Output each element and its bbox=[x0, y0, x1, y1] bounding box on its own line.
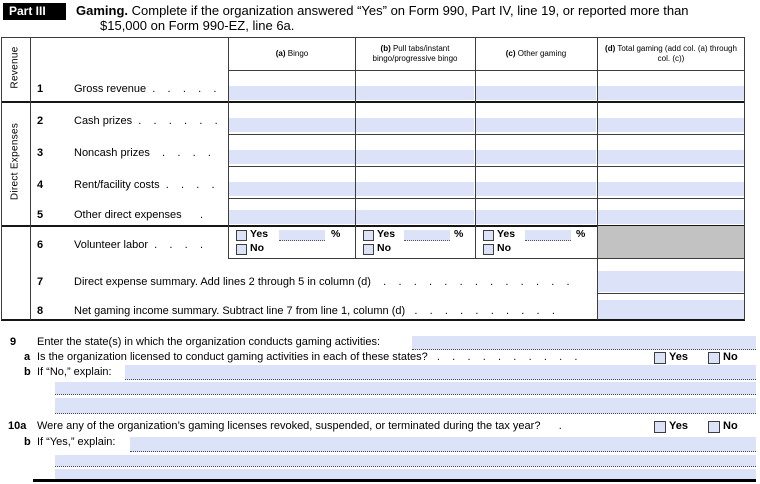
row-8-number: 8 bbox=[37, 305, 44, 317]
licensed-question-label: Is the organization licensed to conduct gaming activities in each of these states? . . . . . . . . . . bbox=[37, 351, 578, 363]
volunteer-yes-label-other: Yes bbox=[497, 228, 516, 240]
gross-revenue-total-field[interactable] bbox=[598, 86, 744, 100]
table-border bbox=[355, 37, 356, 258]
volunteer-percent-field-other[interactable] bbox=[525, 230, 571, 241]
row-3-number: 3 bbox=[37, 147, 44, 159]
noncash-prizes-other-field[interactable] bbox=[476, 150, 596, 164]
rent-facility-pulltabs-field[interactable] bbox=[356, 182, 474, 196]
row-4-number: 4 bbox=[37, 179, 44, 191]
section-title-line2: $15,000 on Form 990-EZ, line 6a. bbox=[100, 18, 295, 33]
revoked-yes-label: Yes bbox=[669, 420, 688, 432]
line-9-number: 9 bbox=[10, 336, 17, 348]
volunteer-percent-sign-pulltabs: % bbox=[454, 228, 464, 240]
cash-prizes-total-field[interactable] bbox=[598, 118, 744, 132]
if-no-explain-label: If “No,” explain: bbox=[37, 366, 112, 378]
licensed-no-checkbox[interactable] bbox=[708, 352, 720, 364]
table-border bbox=[1, 319, 745, 321]
revoked-yes-checkbox[interactable] bbox=[654, 421, 666, 433]
rent-facility-costs-label: Rent/facility costs . . . . bbox=[74, 179, 215, 191]
noncash-prizes-bingo-field[interactable] bbox=[229, 150, 355, 164]
row-2-number: 2 bbox=[37, 115, 44, 127]
direct-expense-summary-total-field[interactable] bbox=[598, 271, 744, 292]
cash-prizes-bingo-field[interactable] bbox=[229, 118, 355, 132]
table-border bbox=[228, 166, 745, 167]
table-border bbox=[744, 37, 745, 320]
volunteer-no-checkbox-bingo[interactable] bbox=[236, 244, 247, 255]
licensed-yes-checkbox[interactable] bbox=[654, 352, 666, 364]
gross-revenue-pulltabs-field[interactable] bbox=[356, 86, 474, 100]
gross-revenue-label: Gross revenue . . . . . bbox=[74, 83, 217, 95]
cash-prizes-pulltabs-field[interactable] bbox=[356, 118, 474, 132]
states-question-label: Enter the state(s) in which the organization conducts gaming activities: bbox=[37, 336, 381, 348]
page-bottom-rule bbox=[33, 479, 756, 482]
line-9b-number: b bbox=[24, 366, 31, 378]
gross-revenue-other-field[interactable] bbox=[476, 86, 596, 100]
volunteer-labor-label: Volunteer labor . . . . bbox=[74, 239, 204, 251]
other-expenses-bingo-field[interactable] bbox=[229, 210, 355, 224]
net-gaming-income-total-field[interactable] bbox=[598, 300, 744, 319]
volunteer-yes-checkbox-pulltabs[interactable] bbox=[363, 230, 374, 241]
col-header-total-gaming: (d) Total gaming (add col. (a) through col. (c)) bbox=[605, 44, 737, 63]
volunteer-yes-checkbox-other[interactable] bbox=[483, 230, 494, 241]
volunteer-no-label-pulltabs: No bbox=[377, 242, 391, 254]
revenue-side-label: Revenue bbox=[9, 46, 21, 89]
direct-expense-summary-label: Direct expense summary. Add lines 2 through 5 in column (d) . . . . . . . . . . . . . bbox=[74, 276, 570, 288]
other-expenses-pulltabs-field[interactable] bbox=[356, 210, 474, 224]
revoked-no-checkbox[interactable] bbox=[708, 421, 720, 433]
no-explain-field[interactable] bbox=[125, 365, 756, 380]
gross-revenue-bingo-field[interactable] bbox=[229, 86, 355, 100]
volunteer-yes-label-pulltabs: Yes bbox=[377, 228, 396, 240]
volunteer-yes-label-bingo: Yes bbox=[250, 228, 269, 240]
licensed-no-label: No bbox=[723, 351, 738, 363]
section-title: Gaming. Complete if the organization answered “Yes” on Form 990, Part IV, line 19, or reported more than bbox=[76, 3, 689, 18]
noncash-prizes-label: Noncash prizes . . . . bbox=[74, 147, 211, 159]
col-header-bingo: (a) Bingo bbox=[275, 48, 309, 58]
table-border bbox=[1, 101, 745, 103]
volunteer-percent-field-pulltabs[interactable] bbox=[404, 230, 450, 241]
licenses-revoked-question-label: Were any of the organization’s gaming licenses revoked, suspended, or terminated during the tax year? . bbox=[37, 420, 562, 432]
table-border bbox=[597, 293, 745, 294]
yes-explain-field[interactable] bbox=[130, 437, 756, 452]
volunteer-percent-field-bingo[interactable] bbox=[279, 230, 325, 241]
line-9a-number: a bbox=[24, 351, 31, 363]
explain-line-1[interactable] bbox=[55, 382, 756, 395]
rent-facility-bingo-field[interactable] bbox=[229, 182, 355, 196]
revoked-no-label: No bbox=[723, 420, 738, 432]
cash-prizes-label: Cash prizes . . . . . . bbox=[74, 115, 218, 127]
volunteer-percent-sign-other: % bbox=[576, 228, 586, 240]
direct-expenses-side-label: Direct Expenses bbox=[9, 122, 21, 201]
explain-line-4[interactable] bbox=[55, 469, 756, 479]
other-direct-expenses-label: Other direct expenses . bbox=[74, 209, 204, 221]
row-1-number: 1 bbox=[37, 83, 44, 95]
noncash-prizes-pulltabs-field[interactable] bbox=[356, 150, 474, 164]
table-border bbox=[228, 198, 745, 199]
noncash-prizes-total-field[interactable] bbox=[598, 150, 744, 164]
table-border bbox=[475, 37, 476, 258]
volunteer-total-shaded-cell bbox=[598, 226, 744, 258]
other-expenses-other-field[interactable] bbox=[476, 210, 596, 224]
line-10b-number: b bbox=[24, 436, 31, 448]
volunteer-no-label-bingo: No bbox=[250, 242, 264, 254]
explain-line-3[interactable] bbox=[55, 455, 756, 467]
if-yes-explain-label: If “Yes,” explain: bbox=[37, 436, 116, 448]
volunteer-no-label-other: No bbox=[497, 242, 511, 254]
explain-line-2[interactable] bbox=[55, 398, 756, 414]
volunteer-no-checkbox-pulltabs[interactable] bbox=[363, 244, 374, 255]
volunteer-percent-sign-bingo: % bbox=[331, 228, 341, 240]
col-header-pull-tabs: (b) Pull tabs/instant bingo/progressive bingo bbox=[372, 44, 458, 63]
table-border bbox=[228, 258, 745, 259]
row-7-number: 7 bbox=[37, 276, 44, 288]
part-iii-label: Part III bbox=[3, 3, 66, 20]
table-border bbox=[30, 37, 31, 320]
rent-facility-total-field[interactable] bbox=[598, 182, 744, 196]
licensed-yes-label: Yes bbox=[669, 351, 688, 363]
volunteer-no-checkbox-other[interactable] bbox=[483, 244, 494, 255]
col-header-other-gaming: (c) Other gaming bbox=[505, 48, 567, 58]
volunteer-yes-checkbox-bingo[interactable] bbox=[236, 230, 247, 241]
line-10a-number: 10a bbox=[8, 420, 27, 432]
table-border bbox=[228, 70, 745, 71]
cash-prizes-other-field[interactable] bbox=[476, 118, 596, 132]
net-gaming-income-label: Net gaming income summary. Subtract line 7 from line 1, column (d) . . . . . . . . . . bbox=[74, 305, 555, 317]
row-5-number: 5 bbox=[37, 209, 44, 221]
row-6-number: 6 bbox=[37, 239, 44, 251]
states-input[interactable] bbox=[412, 336, 756, 350]
table-border bbox=[228, 37, 229, 258]
table-border bbox=[1, 37, 2, 320]
other-expenses-total-field[interactable] bbox=[598, 210, 744, 224]
table-border bbox=[228, 134, 745, 135]
rent-facility-other-field[interactable] bbox=[476, 182, 596, 196]
